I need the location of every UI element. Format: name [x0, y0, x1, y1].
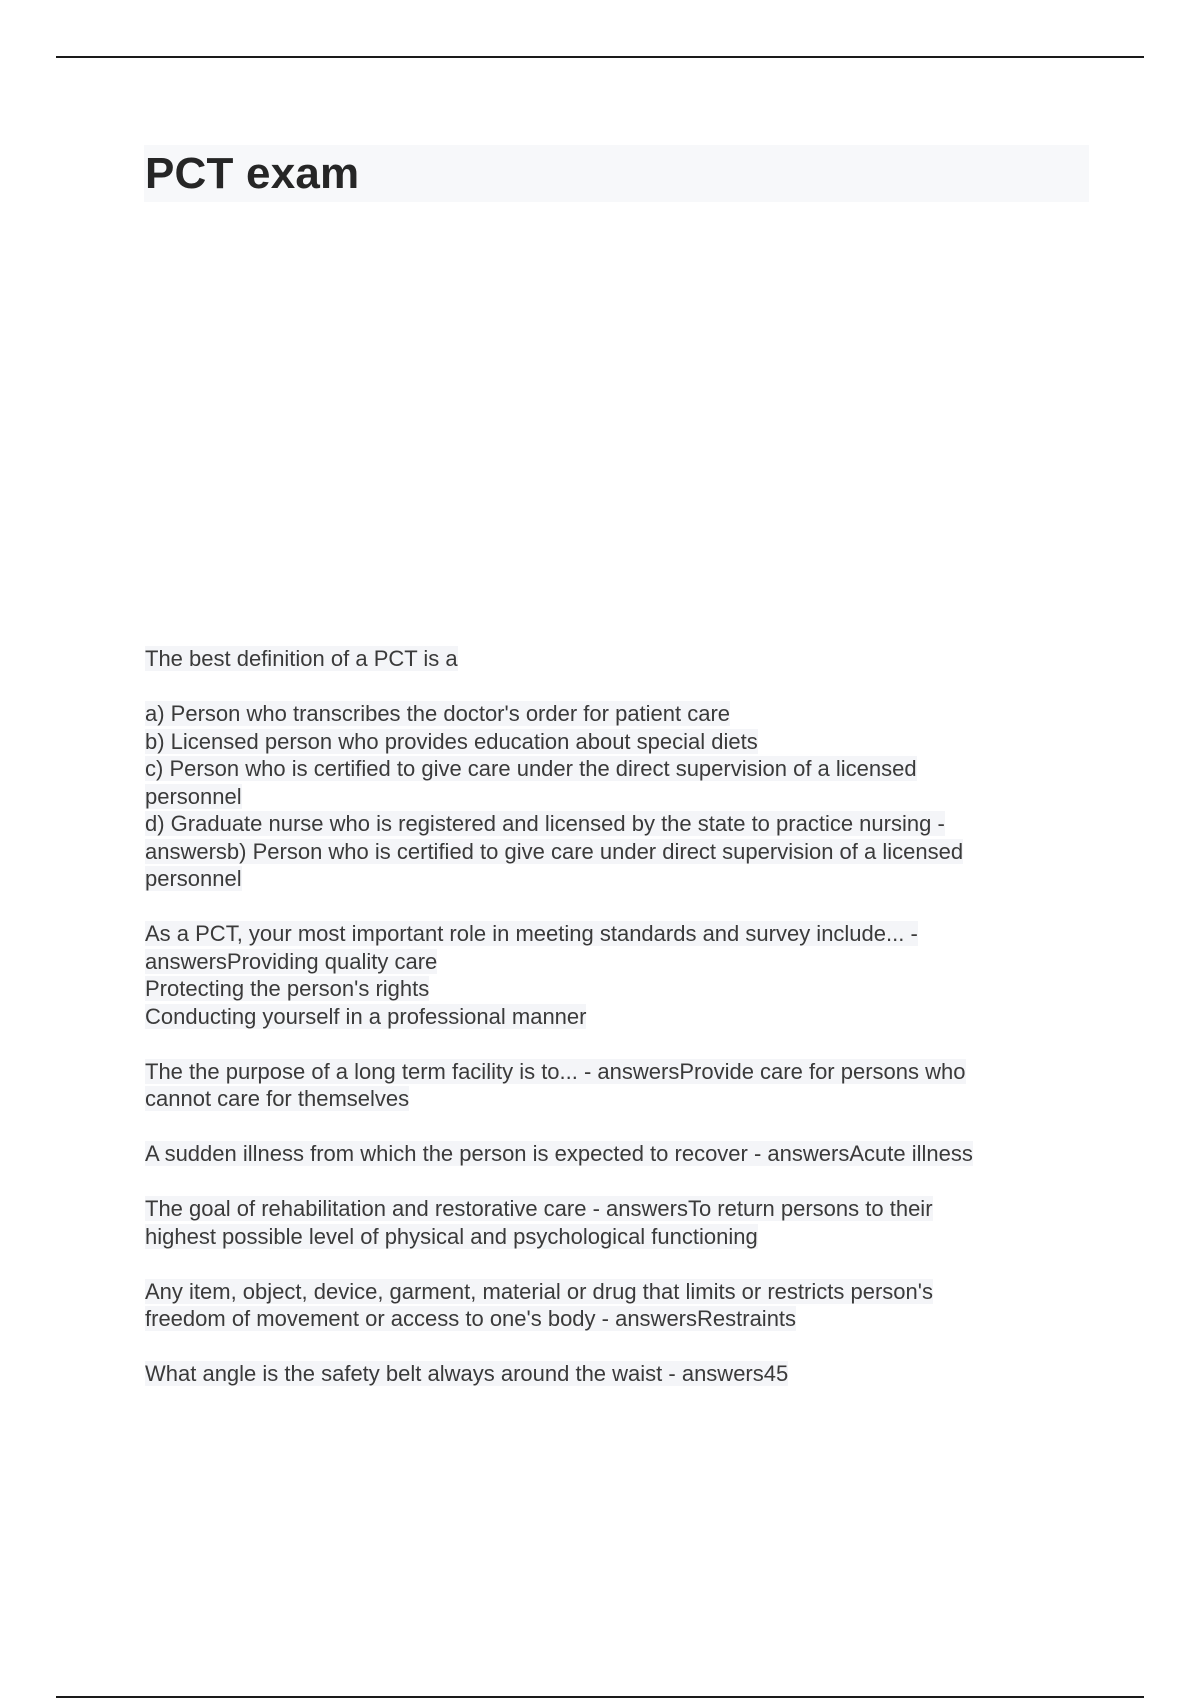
qa-block	[145, 1278, 1085, 1333]
text-line: The the purpose of a long term facility is to... - answersProvide care for persons who	[145, 1058, 966, 1084]
text-line: Protecting the person's rights	[145, 976, 430, 1001]
text-line: highest possible level of physical and psychological functioning	[145, 1223, 758, 1249]
text-line: What angle is the safety belt always around the waist - answers45	[145, 1361, 789, 1386]
text-line: c) Person who is certified to give care under the direct supervision of a licensed	[145, 756, 917, 781]
qa-block	[145, 1058, 1085, 1113]
text-line: cannot care for themselves	[145, 1086, 410, 1111]
qa-block	[145, 1140, 1085, 1168]
text-line: answersb) Person who is certified to give care under direct supervision of a licensed	[145, 838, 964, 864]
text-line: The best definition of a PCT is a	[145, 646, 458, 671]
text-line: a) Person who transcribes the doctor's order for patient care	[145, 701, 731, 726]
text-line: answersProviding quality care	[145, 948, 438, 974]
text-line: Any item, object, device, garment, material or drug that limits or restricts person's	[145, 1278, 933, 1304]
text-line: A sudden illness from which the person is expected to recover - answersAcute illness	[145, 1141, 973, 1166]
page-title: PCT exam	[145, 149, 360, 198]
text-line: personnel	[145, 866, 242, 891]
text-line: d) Graduate nurse who is registered and licensed by the state to practice nursing -	[145, 811, 945, 836]
bottom-divider	[56, 1696, 1144, 1698]
text-line: b) Licensed person who provides education about special diets	[145, 728, 758, 754]
text-line: Conducting yourself in a professional manner	[145, 1003, 587, 1029]
text-line: personnel	[145, 783, 242, 809]
text-line: As a PCT, your most important role in meeting standards and survey include... -	[145, 921, 918, 946]
qa-block	[145, 1360, 1085, 1388]
question-block	[145, 645, 1085, 673]
qa-block	[145, 1195, 1085, 1250]
text-line: The goal of rehabilitation and restorative care - answersTo return persons to their	[145, 1196, 933, 1221]
document-body	[145, 645, 1085, 1415]
answer-options-block	[145, 700, 1085, 893]
qa-block	[145, 920, 1085, 1030]
text-line: freedom of movement or access to one's body - answersRestraints	[145, 1306, 797, 1331]
top-divider	[56, 56, 1144, 58]
